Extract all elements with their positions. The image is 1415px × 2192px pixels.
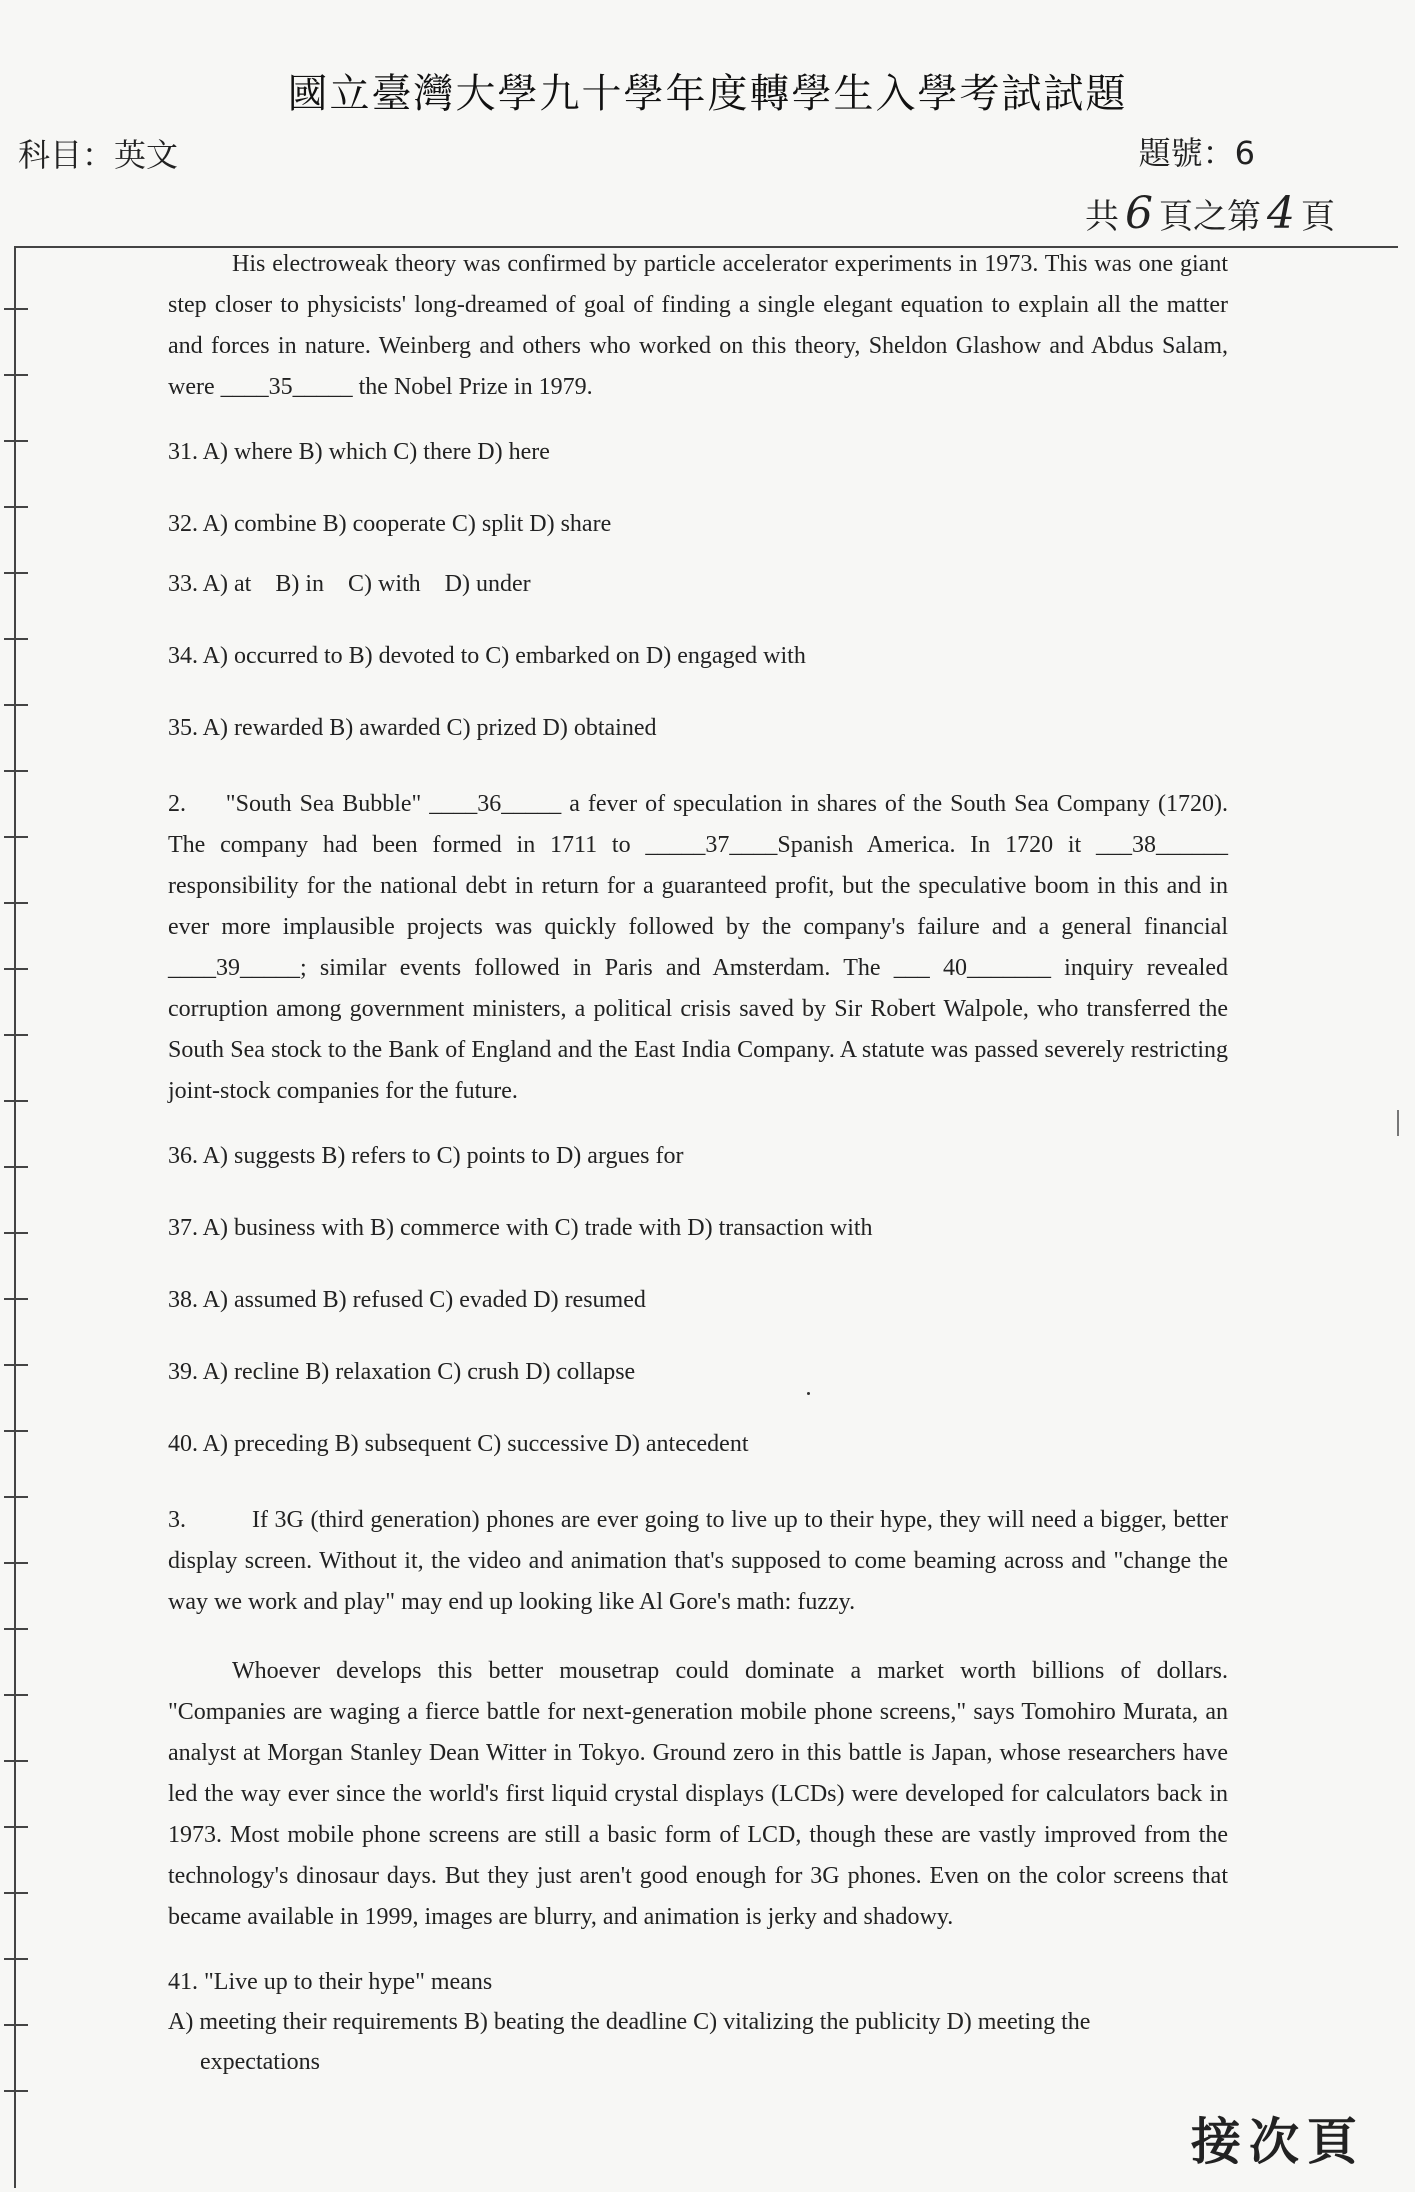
margin-tick: [4, 1562, 28, 1564]
question-37: 37. A) business with B) commerce with C) trade with D) transaction with: [168, 1215, 873, 1241]
margin-tick: [4, 2024, 28, 2026]
margin-tick: [4, 1034, 28, 1036]
margin-tick: [4, 968, 28, 970]
question-40: 40. A) preceding B) subsequent C) successive D) antecedent: [168, 1431, 749, 1457]
total-pages: 6: [1125, 188, 1153, 239]
question-number: 題號：6: [1138, 134, 1255, 172]
margin-tick: [4, 1298, 28, 1300]
margin-tick: [4, 1430, 28, 1432]
margin-tick: [4, 440, 28, 442]
margin-tick: [4, 836, 28, 838]
question-32: 32. A) combine B) cooperate C) split D) share: [168, 511, 612, 537]
margin-tick: [4, 1232, 28, 1234]
question-41-options-cont: expectations: [200, 2049, 320, 2075]
question-36: 36. A) suggests B) refers to C) points to D) argues for: [168, 1143, 684, 1169]
margin-tick: [4, 902, 28, 904]
question-35: 35. A) rewarded B) awarded C) prized D) obtained: [168, 715, 657, 741]
margin-tick: [4, 1364, 28, 1366]
next-page-note: 接次頁: [1191, 2113, 1365, 2171]
current-page: 4: [1267, 188, 1295, 239]
passage-1-continued: His electroweak theory was confirmed by particle accelerator experiments in 1973. This was one giant step closer to physicists' long-dreamed of goal of finding a single elegant equation to explain all the matter and forces in nature. Weinberg and others who worked on this theory, Sheldon Glashow and Abdus Salam, were ____35_____ the Nobel Prize in 1979.: [168, 251, 1228, 400]
passage-3-paragraph-2: Whoever develops this better mousetrap could dominate a market worth billions of dollars. "Companies are waging a fierce battle for next-generation mobile phone screens," says Tomohiro Murata, an analyst at Morgan Stanley Dean Witter in Tokyo. Ground zero in this battle is Japan, whose researchers have led the way ever since the world's first liquid crystal displays (LCDs) were developed for calculators back in 1973. Most mobile phone screens are still a basic form of LCD, though these are vastly improved from the technology's dinosaur days. But they just aren't good enough for 3G phones. Even on the color screens that became available in 1999, images are blurry, and animation is jerky and shadowy.: [168, 1658, 1228, 1930]
margin-tick: [4, 506, 28, 508]
scan-mark: [1397, 1110, 1399, 1136]
question-41-options: A) meeting their requirements B) beating the deadline C) vitalizing the publicity D) meeting the: [168, 2009, 1091, 2035]
margin-tick: [4, 1628, 28, 1630]
exam-content: [168, 244, 1234, 2078]
margin-ticks: [0, 246, 32, 2186]
margin-tick: [4, 308, 28, 310]
question-34: 34. A) occurred to B) devoted to C) embarked on D) engaged with: [168, 643, 806, 669]
passage-2: 2. "South Sea Bubble" ____36_____ a fever of speculation in shares of the South Sea Company (1720). The company had been formed in 1711 to _____37____Spanish America. In 1720 it ___38______ responsibility for the national debt in return for a guaranteed profit, but the speculative boom in this and in ever more implausible projects was quickly followed by the company's failure and a general financial ____39_____; similar events followed in Paris and Amsterdam. The ___ 40_______ inquiry revealed corruption among government ministers, a political crisis saved by Sir Robert Walpole, who transferred the South Sea stock to the Bank of England and the East India Company. A statute was passed severely restricting joint-stock companies for the future.: [168, 791, 1234, 1104]
margin-tick: [4, 374, 28, 376]
question-39: 39. A) recline B) relaxation C) crush D) collapse: [168, 1359, 636, 1385]
page-suffix: 頁: [1301, 197, 1335, 237]
subject-label: 科目：英文: [18, 136, 179, 174]
margin-tick: [4, 1826, 28, 1828]
margin-tick: [4, 1760, 28, 1762]
question-31: 31. A) where B) which C) there D) here: [168, 439, 550, 465]
passage-3-paragraph-1: 3. If 3G (third generation) phones are ever going to live up to their hype, they will need a bigger, better display screen. Without it, the video and animation that's supposed to come beaming across and "change the way we work and play" may end up looking like Al Gore's math: fuzzy.: [168, 1507, 1234, 1615]
margin-tick: [4, 704, 28, 706]
question-41-stem: 41. "Live up to their hype" means: [168, 1969, 493, 1995]
margin-tick: [4, 1166, 28, 1168]
margin-tick: [4, 1694, 28, 1696]
margin-tick: [4, 770, 28, 772]
question-38: 38. A) assumed B) refused C) evaded D) resumed: [168, 1287, 646, 1313]
page-prefix: 共: [1085, 197, 1119, 237]
exam-title: 國立臺灣大學九十學年度轉學生入學考試試題: [287, 71, 1128, 117]
margin-tick: [4, 1958, 28, 1960]
margin-tick: [4, 638, 28, 640]
question-33: 33. A) at B) in C) with D) under: [168, 571, 531, 597]
margin-tick: [4, 1892, 28, 1894]
page-mid: 頁之第: [1159, 197, 1261, 237]
page-counter: [1085, 188, 1335, 239]
margin-tick: [4, 1100, 28, 1102]
margin-tick: [4, 2090, 28, 2092]
margin-tick: [4, 572, 28, 574]
margin-tick: [4, 1496, 28, 1498]
